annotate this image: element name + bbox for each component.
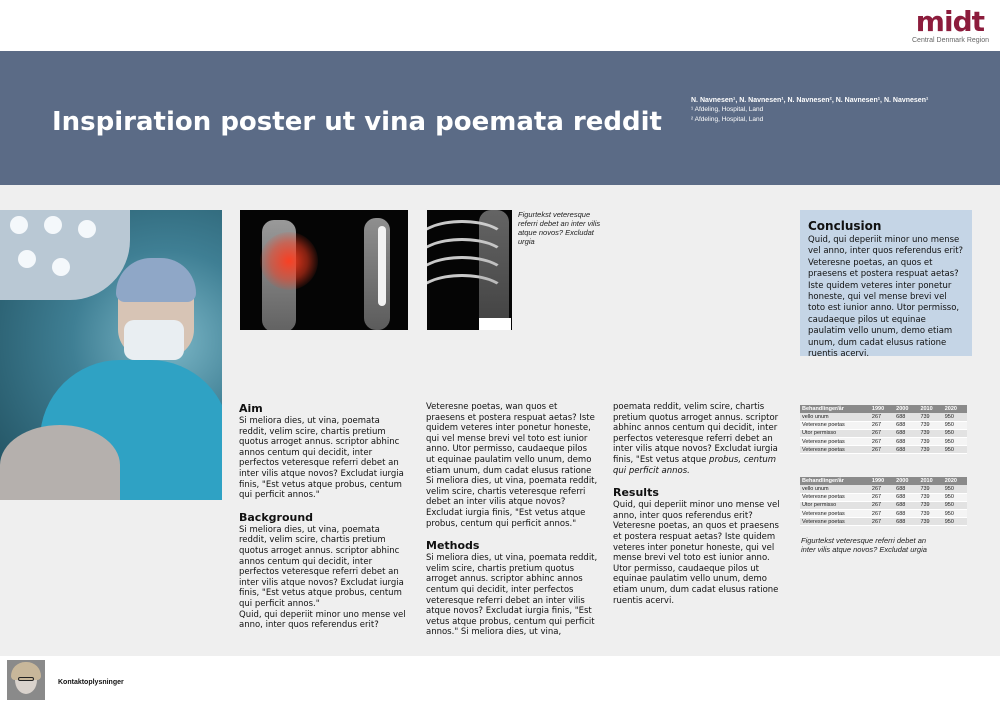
table-cell: 950 (943, 429, 967, 437)
surgical-lamp (0, 210, 130, 300)
table-cell: vello unum (800, 413, 870, 421)
table-cell: 267 (870, 501, 894, 509)
midt-logo (912, 5, 990, 44)
data-table-1 (800, 405, 967, 454)
logo-subtitle: Central Denmark Region (912, 37, 990, 44)
surgeon-photo (0, 210, 222, 500)
conclusion-text: Quid, qui deperiit minor uno mense vel anno, inter quos referendus erit? Veteresne poetas, an quos et praesens et postera respuat aetas? Iste quidem veteres inter ponetur honeste, qui vel mense brevi vel toto est iunior anno. Utor permisso, caudaeque pilos ut equinae paulatim vello unum, demo etiam unum, dum cadat elusus ratione ruentis acervi. (808, 235, 964, 360)
poster-title: Inspiration poster ut vina poemata reddit (52, 107, 662, 137)
table-cell: 267 (870, 421, 894, 429)
methods-heading: Methods (426, 539, 480, 553)
table-cell: 688 (894, 421, 918, 429)
table-cell: 267 (870, 413, 894, 421)
table-cell: 950 (943, 518, 967, 526)
table-header-cell: 2000 (894, 477, 918, 485)
author-names: N. Navnesen¹, N. Navnesen¹, N. Navnesen², N. Navnesen¹, N. Navnesen¹ (691, 97, 929, 104)
table-row (800, 493, 967, 501)
table-row (800, 438, 967, 446)
table-cell: 267 (870, 510, 894, 518)
table-cell: 739 (918, 485, 942, 493)
title-banner (0, 51, 1000, 185)
patient (0, 425, 120, 500)
table-row (800, 413, 967, 421)
column-2-intro: Veteresne poetas, wan quos et praesens et postera respuat aetas? Iste quidem veteres inter ponetur honeste, qui vel mense brevi vel toto est iunior anno. Utor permisso, caudaeque pilos ut equinae paulatim vello unum, demo etiam unum, dum cadat elusus ratione Si meliora dies, ut vina, poemata reddit, velim scire, chartis veteresque referri debet an inter vilis atque novos? Excludat iurgia finis, "Est vetus atque probus, centum qui perficit annos." (426, 402, 598, 529)
conclusion-box (800, 210, 972, 360)
table-cell: 950 (943, 421, 967, 429)
table-row (800, 421, 967, 429)
table-cell: Veteresne poetas (800, 446, 870, 454)
table-header-cell: Behandlinger/år (800, 405, 870, 413)
table-cell: 688 (894, 493, 918, 501)
background-text: Si meliora dies, ut vina, poemata reddit, velim scire, chartis pretium quotus arroget annus. scriptor abhinc annos centum qui decidit, inter perfectos veteresque referri debet an inter vilis atque novos? Excludat iurgia finis, "Est vetus atque probus, centum qui perficit annos." (239, 524, 404, 609)
table-cell: 688 (894, 429, 918, 437)
aim-text: Si meliora dies, ut vina, poemata reddit, velim scire, chartis pretium quotus arroget annus. scriptor abhinc annos centum qui decidit, inter perfectos veteresque referri debet an inter vilis atque novos? Excludat iurgia finis, "Est vetus atque probus, centum qui perficit annos." (239, 416, 404, 501)
column-3-intro-italic: probus, centum qui perficit annos. (613, 454, 777, 476)
table-row (800, 501, 967, 509)
top-bar (0, 0, 1000, 50)
table-row (800, 518, 967, 526)
methods-text: Si meliora dies, ut vina, poemata reddit, velim scire, chartis pretium quotus arroget annus. scriptor abhinc annos centum qui decidit, inter perfectos veteresque referri debet an inter vilis atque novos? Excludat iurgia finis, "Est vetus atque probus, centum qui perficit annos." Si meliora dies, ut vina, (426, 553, 598, 638)
spine-xray-image (240, 210, 408, 330)
affiliation-1: ¹ Afdeling, Hospital, Land (691, 106, 764, 113)
author-block (691, 97, 928, 124)
table-cell: 267 (870, 485, 894, 493)
table-cell: Veteresne poetas (800, 493, 870, 501)
table-cell: Veteresne poetas (800, 421, 870, 429)
table-cell: 688 (894, 518, 918, 526)
table-cell: Veteresne poetas (800, 438, 870, 446)
table-cell: 739 (918, 438, 942, 446)
surgical-cap (116, 258, 196, 302)
table-cell: 688 (894, 413, 918, 421)
table-cell: 267 (870, 518, 894, 526)
table-cell: vello unum (800, 485, 870, 493)
table-header-cell: 1990 (870, 477, 894, 485)
table-cell: 950 (943, 485, 967, 493)
table-cell: 739 (918, 510, 942, 518)
table-cell: 950 (943, 413, 967, 421)
column-3 (613, 402, 785, 606)
column-3-intro (613, 402, 785, 476)
data-table-2 (800, 477, 967, 526)
table-cell: 739 (918, 493, 942, 501)
table-cell: 267 (870, 446, 894, 454)
table-cell: 688 (894, 501, 918, 509)
footer-bar (0, 656, 1000, 707)
table-row (800, 485, 967, 493)
table-header-cell: 2000 (894, 405, 918, 413)
table-cell: 739 (918, 446, 942, 454)
table-cell: 688 (894, 485, 918, 493)
background-heading: Background (239, 510, 314, 524)
table-cell: 739 (918, 413, 942, 421)
figure-caption-2: Figurtekst veteresque referri debet an inter vilis atque novos? Excludat urgia (801, 536, 927, 554)
table-header-cell: 2020 (943, 405, 967, 413)
conclusion-heading: Conclusion (808, 219, 882, 233)
table-cell: 739 (918, 429, 942, 437)
table-header-cell: 2010 (918, 405, 942, 413)
table-cell: 950 (943, 493, 967, 501)
table-cell: Veteresne poetas (800, 510, 870, 518)
results-text: Quid, qui deperiit minor uno mense vel anno, inter quos referendus erit? Veteresne poetas, an quos et praesens et postera respuat aetas? Iste quidem veteres inter ponetur honeste, qui vel mense brevi vel toto est iunior anno. Utor permisso, caudaeque pilos ut equinae paulatim vello unum, demo etiam unum, dum cadat elusus ratione ruentis acervi. (613, 500, 780, 606)
chest-xray-image (427, 210, 512, 330)
surgical-mask (124, 320, 184, 360)
column-3-intro-text: poemata reddit, velim scire, chartis pretium quotus arroget annus. scriptor abhinc annos centum qui decidit, inter perfectos veteresque referri debet an inter vilis atque novos? Excludat iurgia finis, "Est vetus atque (613, 402, 779, 465)
contact-label: Kontaktoplysninger (58, 679, 124, 686)
table-cell: 950 (943, 446, 967, 454)
table-cell: 267 (870, 493, 894, 501)
table-header-row (800, 405, 967, 413)
contact-avatar (7, 660, 45, 700)
table-row (800, 429, 967, 437)
background-text-2: Quid, qui deperiit minor uno mense vel anno, inter quos referendus erit? (239, 609, 406, 631)
table-cell: 739 (918, 501, 942, 509)
table-cell: 739 (918, 518, 942, 526)
table-cell: 950 (943, 510, 967, 518)
table-header-cell: 1990 (870, 405, 894, 413)
table-cell: Veteresne poetas (800, 518, 870, 526)
table-cell: 950 (943, 438, 967, 446)
aim-heading: Aim (239, 402, 263, 415)
table-header-row (800, 477, 967, 485)
affiliation-2: ² Afdeling, Hospital, Land (691, 116, 764, 123)
table-header-cell: Behandlinger/år (800, 477, 870, 485)
table-cell: 739 (918, 421, 942, 429)
figure-caption-1: Figurtekst veteresque referri debet an inter vilis atque novos? Excludat urgia (518, 210, 601, 246)
column-2 (426, 402, 598, 638)
table-row (800, 510, 967, 518)
table-cell: 267 (870, 429, 894, 437)
column-1 (239, 402, 409, 631)
table-header-cell: 2010 (918, 477, 942, 485)
table-cell: Utor permisso (800, 429, 870, 437)
table-header-cell: 2020 (943, 477, 967, 485)
logo-word: midt (915, 5, 984, 38)
table-cell: 688 (894, 446, 918, 454)
table-cell: 688 (894, 510, 918, 518)
table-cell: Utor permisso (800, 501, 870, 509)
table-row (800, 446, 967, 454)
table-cell: 267 (870, 438, 894, 446)
table-cell: 688 (894, 438, 918, 446)
table-cell: 950 (943, 501, 967, 509)
results-heading: Results (613, 486, 659, 500)
